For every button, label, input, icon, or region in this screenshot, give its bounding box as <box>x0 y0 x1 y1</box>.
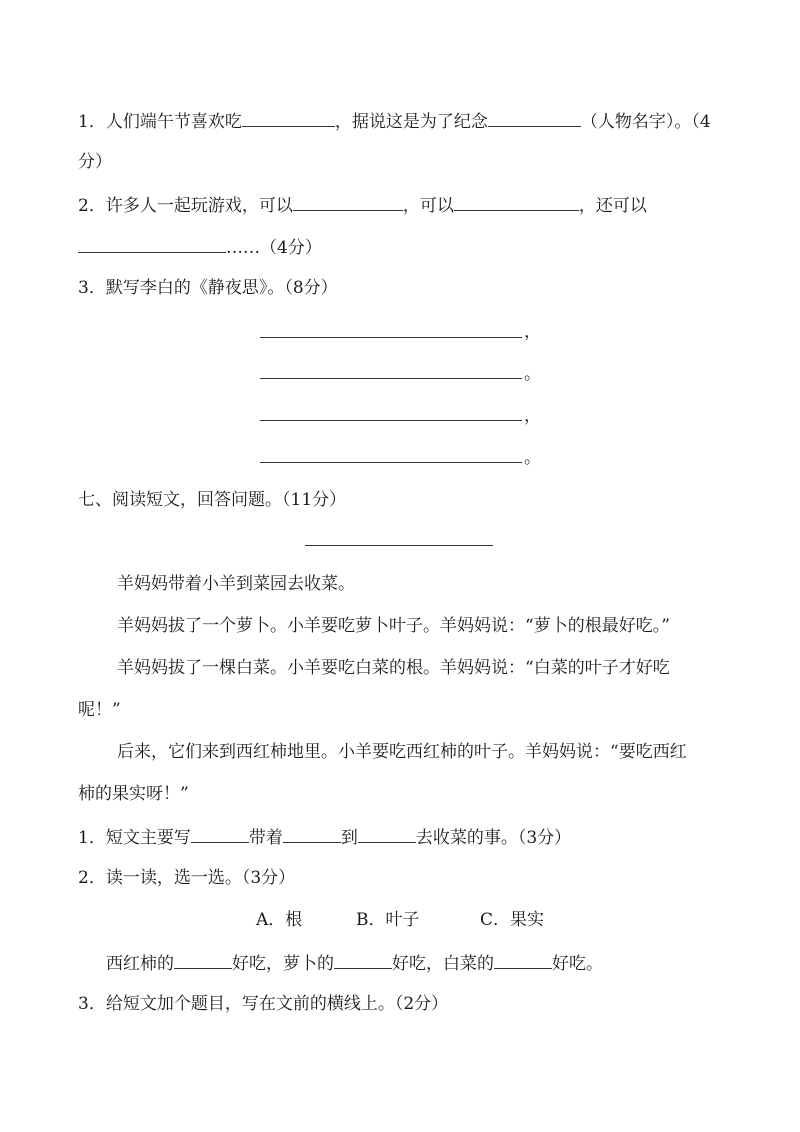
q1-blank-person[interactable] <box>488 108 581 127</box>
q2-blank-3[interactable] <box>78 234 226 253</box>
passage-paragraph-1: 羊妈妈带着小羊到菜园去收菜。 <box>117 574 355 594</box>
option-c: C．果实 <box>480 910 545 930</box>
q1-blank-food[interactable] <box>242 108 335 127</box>
q2-text-b: ，可以 <box>402 196 454 216</box>
rq1-text-d: 去收菜的事。（3分） <box>415 828 572 848</box>
rq2-blank-cabbage[interactable] <box>494 950 552 969</box>
poem-line-1-blank[interactable] <box>260 337 522 338</box>
option-b: B．叶子 <box>356 910 420 930</box>
q2-text-a: 2．许多人一起玩游戏，可以 <box>78 196 293 216</box>
poem-line-3-punct: ， <box>524 406 541 426</box>
reading-question-2-fill <box>106 950 603 976</box>
question-1-line-1 <box>78 108 711 134</box>
reading-question-2-title: 2．读一读，选一选。（3分） <box>78 868 296 888</box>
passage-paragraph-2: 羊妈妈拔了一个萝卜。小羊要吃萝卜叶子。羊妈妈说：“萝卜的根最好吃。” <box>117 616 670 636</box>
poem-line-3-blank[interactable] <box>260 420 522 421</box>
passage-paragraph-3-line-1: 羊妈妈拔了一棵白菜。小羊要吃白菜的根。羊妈妈说：“白菜的叶子才好吃 <box>117 658 670 678</box>
q2-text-c: ，还可以 <box>578 196 647 216</box>
q1-text-d: 分） <box>78 152 112 172</box>
rq2-text-c: 好吃，白菜的 <box>392 954 494 974</box>
q2-blank-2[interactable] <box>454 192 579 211</box>
passage-paragraph-4-line-1: 后来，它们来到西红柿地里。小羊要吃西红柿的叶子。羊妈妈说：“要吃西红 <box>117 742 687 762</box>
rq1-text-c: 到 <box>340 828 358 848</box>
rq1-text-a: 1．短文主要写 <box>78 828 191 848</box>
rq1-blank-1[interactable] <box>191 824 249 843</box>
reading-question-3: 3．给短文加个题目，写在文前的横线上。（2分） <box>78 994 449 1014</box>
rq2-blank-tomato[interactable] <box>174 950 232 969</box>
option-a: A．根 <box>256 910 303 930</box>
rq1-text-b: 带着 <box>248 828 283 848</box>
rq2-text-a: 西红柿的 <box>106 954 174 974</box>
q1-text-b: ，据说这是为了纪念 <box>334 112 488 132</box>
rq2-blank-radish[interactable] <box>334 950 392 969</box>
rq1-blank-2[interactable] <box>283 824 341 843</box>
reading-question-1 <box>78 824 571 850</box>
question-2-line-1 <box>78 192 647 218</box>
poem-line-2-blank[interactable] <box>260 378 522 379</box>
poem-line-1-punct: ， <box>524 322 541 342</box>
q1-text-a: 1．人们端午节喜欢吃 <box>78 112 242 132</box>
question-1-line-2 <box>78 150 112 174</box>
rq1-blank-3[interactable] <box>358 824 416 843</box>
poem-line-4-blank[interactable] <box>260 462 522 463</box>
q2-text-d: ……（4分） <box>226 238 322 258</box>
passage-title-blank[interactable] <box>305 545 493 546</box>
poem-line-4-punct: 。 <box>524 448 541 468</box>
rq2-text-b: 好吃，萝卜的 <box>232 954 334 974</box>
question-3-title: 3．默写李白的《静夜思》。（8分） <box>78 278 338 298</box>
passage-paragraph-4-line-2: 柿的果实呀！” <box>78 784 189 804</box>
passage-paragraph-3-line-2: 呢！” <box>78 700 121 720</box>
q1-text-c: （人物名字）。（4 <box>580 112 711 132</box>
question-2-line-2 <box>78 234 322 260</box>
section-7-title: 七、阅读短文，回答问题。（11分） <box>78 490 347 510</box>
rq2-text-d: 好吃。 <box>552 954 603 974</box>
q2-blank-1[interactable] <box>293 192 403 211</box>
poem-line-2-punct: 。 <box>524 364 541 384</box>
